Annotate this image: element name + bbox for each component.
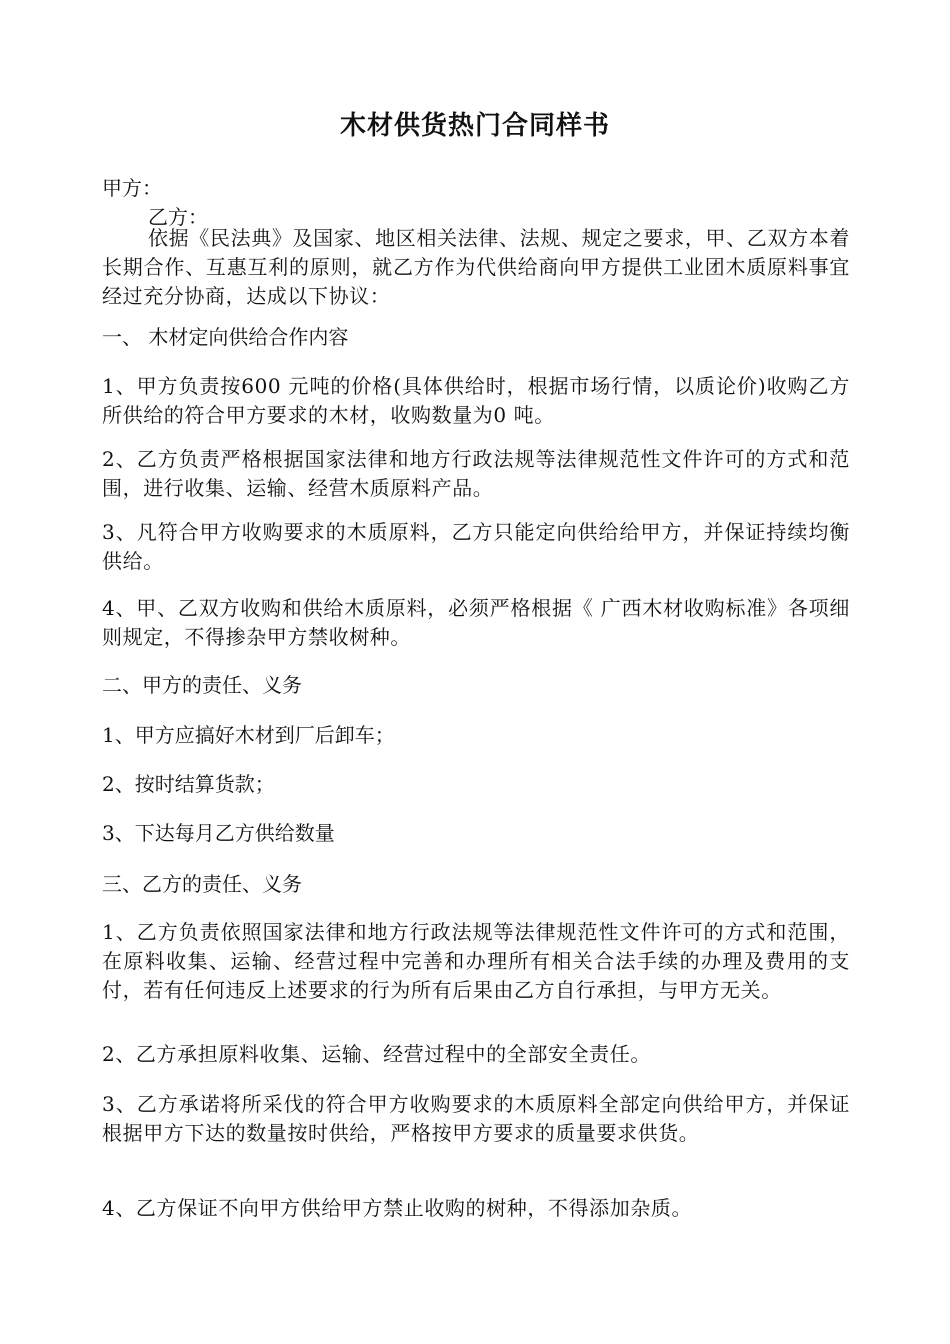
section2-item-3: 3、下达每月乙方供给数量: [102, 821, 335, 845]
section3-item-1: 1、乙方负责依照国家法律和地方行政法规等法律规范性文件许可的方式和范围，在原料收集、运输、经营过程中完善和办理所有相关合法手续的办理及费用的支付，若有任何违反上述要求的行为所有后果由乙方自行承担，与甲方无关。: [102, 920, 850, 1002]
party-b-line: 乙方：: [148, 205, 208, 229]
section2-heading: 二、甲方的责任、义务: [102, 673, 302, 697]
section1-item-4: 4、甲、乙双方收购和供给木质原料，必须严格根据《 广西木材收购标准》各项细则规定，不得掺杂甲方禁收树种。: [102, 596, 850, 649]
party-a-line: 甲方：: [102, 176, 162, 200]
section3-item-3: 3、乙方承诺将所采伐的符合甲方收购要求的木质原料全部定向供给甲方，并保证根据甲方下达的数量按时供给，严格按甲方要求的质量要求供货。: [102, 1092, 850, 1145]
section3-heading: 三、乙方的责任、义务: [102, 872, 302, 896]
document-title: 木材供货热门合同样书: [339, 111, 610, 141]
section1-heading: 一、 木材定向供给合作内容: [102, 325, 349, 349]
intro-paragraph: 依据《民法典》及国家、地区相关法律、法规、规定之要求，甲、乙双方本着长期合作、互惠互利的原则，就乙方作为代供给商向甲方提供工业团木质原料事宜经过充分协商，达成以下协议：: [102, 226, 850, 308]
section2-item-1: 1、甲方应搞好木材到厂后卸车；: [102, 723, 395, 747]
section3-item-2: 2、乙方承担原料收集、运输、经营过程中的全部安全责任。: [102, 1042, 651, 1066]
section1-item-2: 2、乙方负责严格根据国家法律和地方行政法规等法律规范性文件许可的方式和范围，进行收集、运输、经营木质原料产品。: [102, 447, 850, 500]
section3-item-4: 4、乙方保证不向甲方供给甲方禁止收购的树种，不得添加杂质。: [102, 1196, 693, 1220]
section2-item-2: 2、按时结算货款；: [102, 772, 275, 796]
section1-item-1: 1、甲方负责按600 元吨的价格(具体供给时，根据市场行情，以质论价)收购乙方所供给的符合甲方要求的木材，收购数量为0 吨。: [102, 374, 850, 427]
section1-item-3: 3、凡符合甲方收购要求的木质原料，乙方只能定向供给给甲方，并保证持续均衡供给。: [102, 520, 850, 573]
